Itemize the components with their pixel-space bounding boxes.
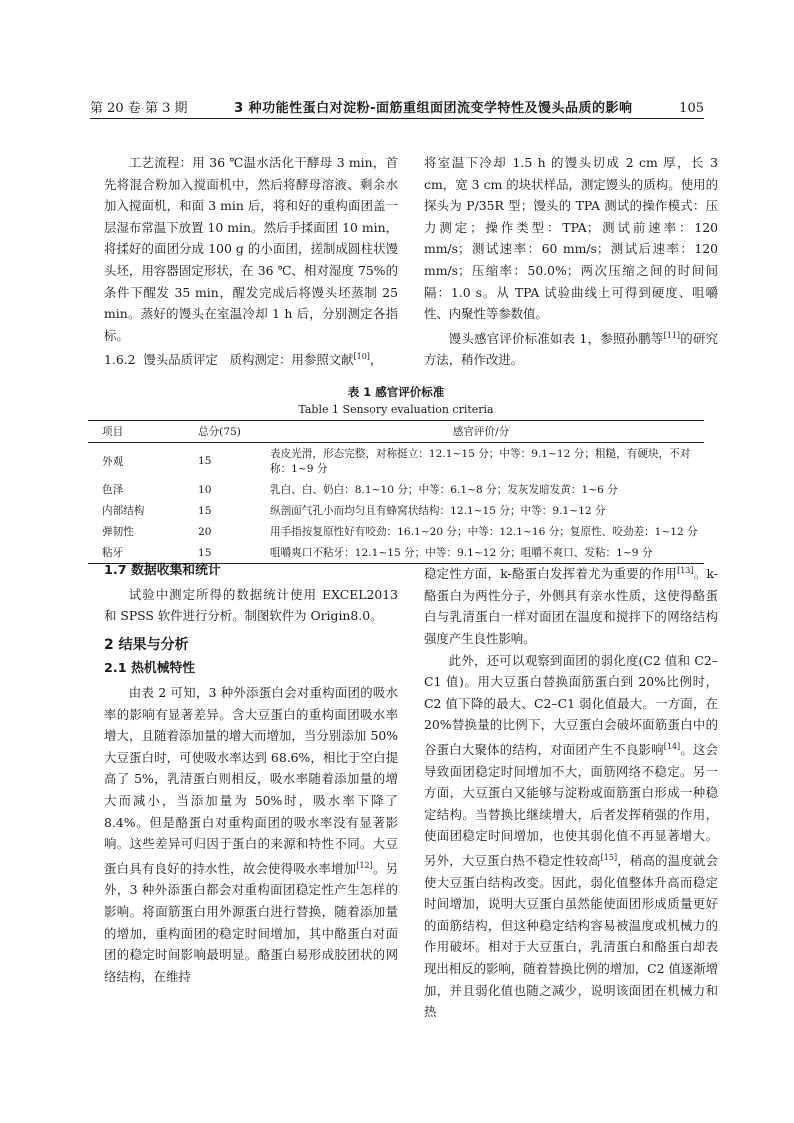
table-row <box>88 443 704 480</box>
table-header-row <box>88 421 704 443</box>
paragraph-text: 由表 2 可知，3 种外添蛋白会对重构面团的吸水率的影响有显著差异。含大豆蛋白的重构面团吸水率增大，且随着添加量的增大而增加，当分别添加 50%大豆蛋白时，可使吸水率达到 68.6%，相比于空白提高了 5%，乳清蛋白则相反，吸水率随着添加量的增大而减小，当添加量为 50%时，吸水率下降了 8.4%。但是酪蛋白对重构面团的吸水率没有显著影响。这些差异可归因于蛋白的来源和特性不同。大豆蛋白具有良好的持水性，故会使得吸水率增加 <box>104 684 398 876</box>
row-score: 15 <box>198 546 212 559</box>
stats-paragraph: 试验中测定所得的数据统计使用 EXCEL2013 和 SPSS 软件进行分析。制图软件为 Origin8.0。 <box>104 586 398 624</box>
column-header-criteria: 感官评价/分 <box>452 426 510 438</box>
journal-issue: 第 20 卷 第 3 期 <box>90 101 188 116</box>
row-item: 外观 <box>102 455 124 468</box>
sensory-intro-text: 馒头感官评价标准如表 1，参照孙鹏等 <box>448 330 664 346</box>
row-score: 15 <box>198 455 212 467</box>
paragraph-text: 稳定性方面，k-酪蛋白发挥着尤为重要的作用 <box>424 566 678 582</box>
citation: [14] <box>663 741 681 751</box>
row-score: 20 <box>198 525 212 538</box>
paragraph-text-end: ，稍高的温度就会使大豆蛋白结构改变。因此，弱化值整体升高而稳定时间增加，说明大豆蛋白虽然能使面团形成质量更好的面筋结构，但这种稳定结构容易被温度或机械力的作用破坏。相对于大豆蛋白，乳清蛋白和酪蛋白却表现出相反的影响，随着替换比例的增加，C2 值逐渐增加，并且弱化值也随之减少，说明该面团在机械力和热 <box>424 853 718 1020</box>
sensory-intro-tail: 的研究方法，稍作改进。 <box>424 330 719 368</box>
citation: [13] <box>677 566 694 575</box>
row-criteria: 乳白、白、奶白：8.1~10 分；中等：6.1~8 分；发灰发暗发黄：1~6 分 <box>270 484 618 496</box>
running-title: 3 种功能性蛋白对淀粉-面筋重组面团流变学特性及馒头品质的影响 <box>234 101 633 116</box>
section-title: 馒头品质评定 <box>143 352 218 368</box>
row-criteria: 用手指按复原性好有咬劲：16.1~20 分；中等：12.1~16 分；复原性、咬劲差：1~12 分 <box>270 526 698 538</box>
paragraph-text: 此外，还可以观察到面团的弱化度(C2 值和 C2–C1 值)。用大豆蛋白替换面筋蛋白到 20%比例时，C2 值下降的最大、C2–C1 弱化值最大。一方面，在 20%替换量的比例下，大豆蛋白会破坏面筋蛋白中的谷蛋白大聚体的结构，对面团产生不良影响 <box>424 652 718 757</box>
row-score: 10 <box>198 483 212 496</box>
citation: [12] <box>356 860 373 870</box>
row-criteria: 表皮光滑，形态完整，对称挺立：12.1~15 分；中等：9.1~12 分；粗糙，有硬块，不对称：1~9 分 <box>270 448 691 475</box>
thermomechanical-paragraph <box>104 682 398 987</box>
sensory-table <box>88 420 704 564</box>
column-header-item: 项目 <box>102 426 124 438</box>
page-number: 105 <box>679 101 704 116</box>
casein-paragraph <box>424 560 718 650</box>
right-column-top <box>424 152 718 371</box>
table-row <box>88 521 704 542</box>
weakening-paragraph <box>424 650 718 1023</box>
table-row <box>88 479 704 500</box>
sensory-table-block <box>88 384 704 564</box>
sensory-intro-paragraph <box>424 325 718 371</box>
section-1-7-heading: 1.7 数据收集和统计 <box>104 563 221 578</box>
running-header <box>90 92 704 119</box>
paragraph-text-cont: 。k-酪蛋白为两性分子，外侧具有亲水性质，这使得酪蛋白与乳清蛋白一样对面团在温度和搅拌下的网络结构强度产生良性影响。 <box>424 566 718 646</box>
section-lead-text: 质构测定：用参照文献 <box>229 352 354 368</box>
process-paragraph: 工艺流程：用 36 ℃温水活化干酵母 3 min，首先将混合粉加入搅面机中，然后将酵母溶液、剩余水加入搅面机，和面 3 min 后，将和好的重构面团盖一层湿布常温下放置 10 min。然后手揉面团 10 min，将揉好的面团分成 100 g 的小面团，搓制成圆柱状馒头坯，用容器固定形状，在 36 ℃、相对湿度 75%的条件下醒发 35 min，醒发完成后将馒头坯蒸制 25 min。蒸好的馒头在室温冷却 1 h 后，分别测定各指标。 <box>104 155 398 343</box>
paragraph-text-cont: 。另外，3 种外添蛋白都会对重构面团稳定性产生怎样的影响。将面筋蛋白用外源蛋白进行替换，随着添加量的增加，重构面团的稳定时间增加，其中酪蛋白对面团的稳定时间影响最明显。酪蛋白易形成胶团状的网络结构，在维持 <box>104 860 398 984</box>
left-column-top <box>104 152 398 371</box>
row-item: 弹韧性 <box>102 526 134 538</box>
citation: [15] <box>600 852 618 862</box>
left-column-bottom <box>104 560 398 987</box>
table-row <box>88 500 704 521</box>
table-caption-en: Table 1 Sensory evaluation criteria <box>298 403 494 416</box>
row-criteria: 咀嚼爽口不粘牙：12.1~15 分；中等：9.1~12 分；咀嚼不爽口、发粘：1~9 分 <box>270 547 653 559</box>
row-item: 内部结构 <box>102 505 145 517</box>
paragraph-text-cont: 。这会导致面团稳定时间增加不大，面筋网络不稳定。另一方面，大豆蛋白又能够与淀粉或面筋蛋白形成一种稳定结构。当替换比继续增大，后者发挥稍强的作用，使面团稳定时间增加，也使其弱化值不再显著增大。另外，大豆蛋白热不稳定性较高 <box>424 742 719 869</box>
section-number: 1.6.2 <box>104 352 136 368</box>
section-1-6-2-heading <box>104 346 398 371</box>
row-item: 粘牙 <box>102 547 124 559</box>
texture-paragraph: 将室温下冷却 1.5 h 的馒头切成 2 cm 厚，长 3 cm，宽 3 cm 的块状样品，测定馒头的质构。使用的探头为 P/35R 型；馒头的 TPA 测试的操作模式：压力测定；操作类型：TPA；测试前速率：120 mm/s；测试速率：60 mm/s；测试后速率：120 mm/s；压缩率：50.0%；两次压缩之间的时间间隔：1.0 s。从 TPA 试验曲线上可得到硬度、咀嚼性、内聚性等参数值。 <box>424 155 718 322</box>
row-score: 15 <box>198 504 212 517</box>
citation: [11] <box>663 330 681 340</box>
table-caption-cn: 表 1 感官评价标准 <box>347 385 445 399</box>
row-item: 色泽 <box>102 484 124 496</box>
section-2-heading: 2 结果与分析 <box>104 636 189 653</box>
section-lead-tail: ， <box>369 352 383 368</box>
citation: [10] <box>353 352 370 362</box>
right-column-bottom <box>424 560 718 1023</box>
section-2-1-heading: 2.1 热机械特性 <box>104 661 196 677</box>
column-header-score: 总分(75) <box>198 426 241 438</box>
row-criteria: 纵剖面气孔小而均匀且有蜂窝状结构：12.1~15 分；中等：9.1~12 分 <box>270 505 606 517</box>
